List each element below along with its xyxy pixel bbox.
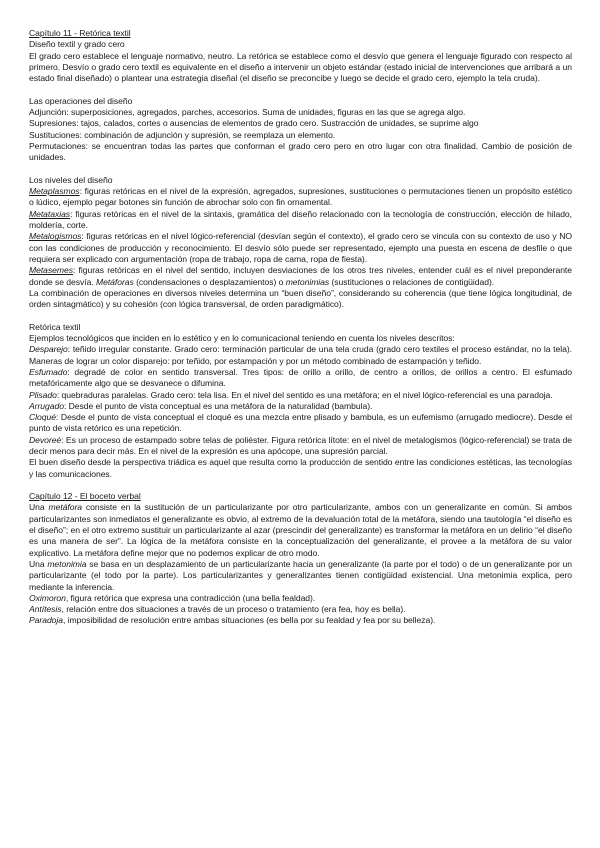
term-cloque: Cloqué	[29, 412, 56, 423]
term-oximoron: Oximoron	[29, 592, 66, 603]
level-text: : figuras retóricas en el nivel lógico-referencial (desvían según el contexto), el grado cero se vincula con su contexto de uso y NO con las condiciones de producción y reconocimiento. El desvío sólo puede ser representado, ejemplo una puesta en escena de desfile o que requiera ser explicado con argumentación (ropa de trabajo, ropa de cama, ropa de fiesta).	[29, 231, 572, 264]
term-metataxias: Metataxias	[29, 208, 71, 219]
section-heading-operaciones: Las operaciones del diseño	[29, 95, 133, 106]
figure-antitesis	[29, 604, 572, 615]
term-esfumado: Esfumado	[29, 366, 68, 377]
level-text: : figuras retóricas en el nivel de la sintaxis, gramática del diseño relacionado con la tecnología de construcción, elección de hilado, moldería, corte.	[29, 208, 572, 231]
section-heading-retorica-textil: Retórica textil	[29, 321, 81, 332]
term-arrugado: Arrugado	[29, 400, 64, 411]
example-plisado	[29, 390, 572, 401]
chapter-12-title: Capítulo 12 - El boceto verbal	[29, 491, 141, 502]
level-metasemes	[29, 265, 572, 288]
figure-paradoja	[29, 615, 572, 626]
term-plisado: Plisado	[29, 389, 57, 400]
figure-text: , figura retórica que expresa una contradicción (una bella fealdad).	[65, 592, 316, 603]
example-text: : degradé de color en sentido transversal. Tres tipos: de orillo a orillo, de centro a orillos, de orillos a centro. El esfumado metafóricamente algo que se desvanece o difumina.	[29, 366, 572, 389]
metonimia-text: se basa en un desplazamiento de un particularizante hacia un generalizante (la parte por el todo) o de un generalizante por un particularizante (el todo por la parte). Los particularizantes y generalizantes tienen contigüidad existencial. Una metonimia explica, pero mediante la inferencia.	[29, 558, 572, 592]
combination-paragraph: La combinación de operaciones en diversos niveles determina un “buen diseño”, considerando su coherencia (que tiene lógica longitudinal, de orden sintagmático) y su cohesión (con lógica transversal, de orden paradigmático).	[29, 287, 572, 310]
metonimia-pre: Una	[29, 558, 48, 569]
term-metonimia: metonimia	[47, 558, 87, 569]
section-heading-niveles: Los niveles del diseño	[29, 174, 113, 185]
operation-sustituciones: Sustituciones: combinación de adjunción y supresión, se reemplaza un elemento.	[29, 129, 336, 140]
example-cloque	[29, 412, 572, 435]
operation-adjuncion: Adjunción: superposiciones, agregados, parches, accesorios. Suma de unidades, figuras en las que se agrega algo.	[29, 107, 466, 118]
term-metonimias: metonimias	[285, 276, 330, 287]
term-metalogismos: Metalogismos	[29, 231, 82, 242]
metafora-paragraph	[29, 502, 572, 558]
level-metataxias	[29, 209, 572, 232]
figure-text: , imposibilidad de resolución entre ambas situaciones (es bella por su fealdad y fea por su belleza).	[63, 615, 436, 626]
example-text: : Desde el punto de vista conceptual es una metáfora de la naturalidad (bambula).	[63, 400, 373, 411]
term-metaforas: Metáforas	[96, 276, 134, 287]
example-text: : teñido irregular constante. Grado cero: terminación particular de una tela cruda (grado cero textiles el proceso estándar, no la tela). Maneras de lograr un color disparejo: por teñido, por estampación y por un método combinado de estampación y teñido.	[29, 344, 572, 366]
level-text: : figuras retóricas en el nivel del sentido, incluyen desviaciones de los otros tres niveles, entender cuál es el nivel preponderante donde se desvía.	[29, 265, 572, 287]
operation-supresiones: Supresiones: tajos, calados, cortes o ausencias de elementos de grado cero. Sustracción de unidades, se suprime algo	[29, 118, 479, 129]
level-metaplasmos	[29, 186, 572, 209]
metafora-pre: Una	[29, 502, 49, 513]
term-desparejo: Desparejo	[29, 344, 68, 355]
example-desparejo	[29, 344, 572, 367]
term-metasemes: Metasemes	[29, 265, 73, 276]
example-esfumado	[29, 367, 572, 390]
textile-intro: Ejemplos tecnológicos que inciden en lo estético y en lo comunicacional teniendo en cuenta los niveles descritos:	[29, 333, 455, 344]
term-antitesis: Antítesis	[29, 604, 62, 615]
conclusion-paragraph: El buen diseño desde la perspectiva triádica es aquel que resulta como la producción de sentido entre las condiciones estéticas, las tecnologías y las comunicaciones.	[29, 457, 572, 479]
level-metalogismos	[29, 231, 572, 265]
figure-oximoron	[29, 593, 572, 604]
metonimia-paragraph	[29, 559, 572, 593]
section-heading-diseno-textil: Diseño textil y grado cero	[29, 39, 125, 50]
term-metafora: metáfora	[48, 502, 82, 513]
term-paradoja: Paradoja	[29, 615, 64, 626]
level-text: : figuras retóricas en el nivel de la expresión, agregados, supresiones, sustituciones o permutaciones tienen un propósito estético o lúdico, ejemplo pegar botones sin función de abrochar solo con fin ornamental.	[29, 186, 572, 208]
metafora-text: consiste en la sustitución de un particularizante por otro particularizante, ambos con un generalizante en común. Si ambos particularizantes son inmediatos el generalizante es obvio, al extremo de la devaluación total de la metáfora, siendo una tautología “el diseño es el diseño”; en el otro extremo sustituir un particularizante al azar (prescindir del generalizante) es transformar la metáfora en un delirio “el diseño es una manera de ser”. La lógica de la metáfora consiste en la conceptualización del generalizante, el provee a la metáfora de su valor explicativo. La metáfora define mejor que no podemos explicar de otro modo.	[29, 502, 572, 558]
example-devoree	[29, 435, 572, 458]
intro-paragraph: El grado cero establece el lenguaje normativo, neutro. La retórica se establece como el desvío que genera el lenguaje figurado con respecto al primero. Desvío o grado cero textil es equivalente en el diseño a intervenir un objeto estándar (estado inicial de intervenciones que arribará a un estado final diseñado) o plantear una estrategia diseñal (el diseño se preconcibe y luego se decide el grado cero, ejemplo la tela cruda).	[29, 50, 572, 84]
example-text: : Desde el punto de vista conceptual el cloqué es una mezcla entre plisado y bambula, es un eufemismo (arrugado mediocre). Desde el punto de vista retórico es una repetición.	[29, 412, 572, 434]
example-text: : quebraduras paralelas. Grado cero: tela lisa. En el nivel del sentido es una metáfora; en el nivel lógico-referencial es una paradoja.	[56, 389, 553, 400]
chapter-11-title: Capítulo 11 - Retórica textil	[29, 28, 131, 38]
figure-text: , relación entre dos situaciones a través de un proceso o tratamiento (era fea, hoy es bella).	[61, 604, 406, 615]
level-text: (sustituciones o relaciones de contigüidad).	[329, 276, 495, 287]
term-metaplasmos: Metaplasmos	[29, 186, 80, 197]
term-devoree: Devoreé	[29, 434, 62, 445]
operation-permutaciones: Permutaciones: se encuentran todas las partes que conforman el grado cero pero en otro lugar con otra finalidad. Cambio de posición de unidades.	[29, 140, 572, 163]
example-text: : Es un proceso de estampado sobre telas de poliéster. Figura retórica lítote: en el nivel de metalogismos (lógico-referencial) se trata de decir menos para decir más. En el nivel de la expresión es una apócope, una supresión parcial.	[29, 434, 572, 456]
example-arrugado	[29, 401, 572, 412]
level-text: (condensaciones o desplazamientos) o	[133, 276, 286, 287]
